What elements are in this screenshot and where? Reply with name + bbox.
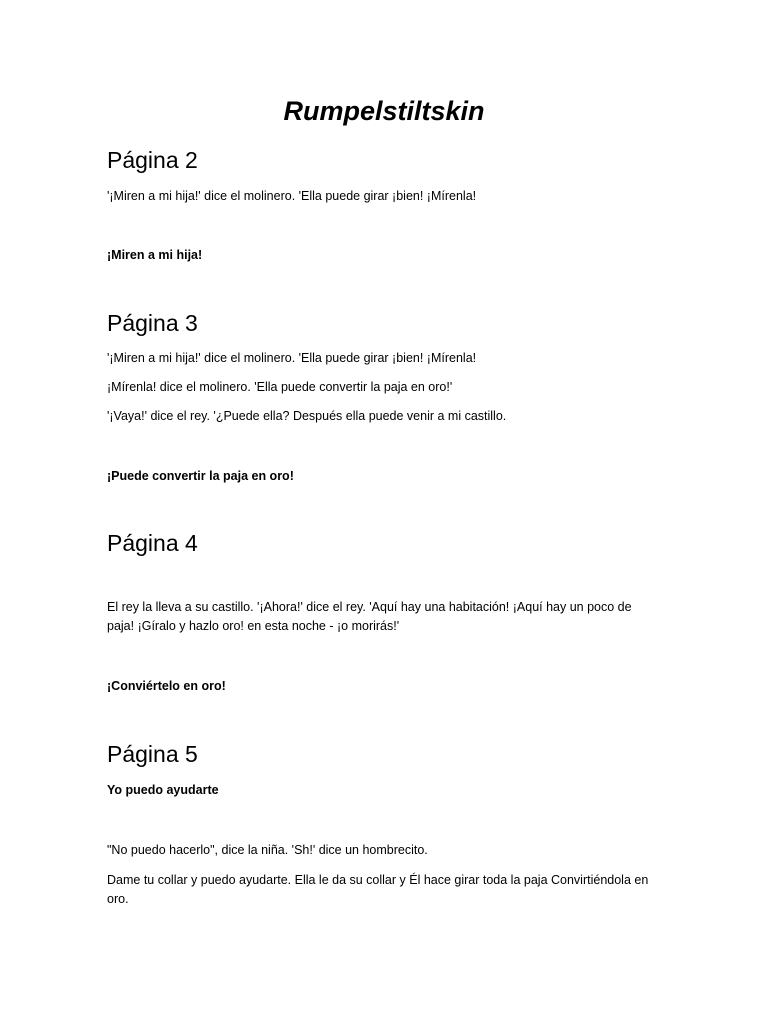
paragraph: Dame tu collar y puedo ayudarte. Ella le da su collar y Él hace girar toda la paja Convirtiéndola en oro. — [107, 873, 649, 906]
section-heading-pagina-2: Página 2 — [107, 147, 198, 173]
highlight-text: Yo puedo ayudarte — [107, 783, 219, 797]
document-title: Rumpelstiltskin — [283, 96, 485, 126]
paragraph: '¡Miren a mi hija!' dice el molinero. 'Ella puede girar ¡bien! ¡Mírenla! — [107, 189, 477, 203]
highlight-text: ¡Puede convertir la paja en oro! — [107, 469, 294, 483]
paragraph: "No puedo hacerlo", dice la niña. 'Sh!' dice un hombrecito. — [107, 843, 428, 857]
paragraph: '¡Miren a mi hija!' dice el molinero. 'Ella puede girar ¡bien! ¡Mírenla! — [107, 351, 477, 365]
section-heading-pagina-4: Página 4 — [107, 530, 198, 556]
paragraph: El rey la lleva a su castillo. '¡Ahora!' dice el rey. 'Aquí hay una habitación! ¡Aquí hay un poco de paja! ¡Gíralo y hazlo oro! en esta noche - ¡o morirás!' — [107, 600, 632, 633]
section-heading-pagina-5: Página 5 — [107, 741, 198, 767]
paragraph: '¡Vaya!' dice el rey. '¿Puede ella? Después ella puede venir a mi castillo. — [107, 409, 507, 423]
highlight-text: ¡Miren a mi hija! — [107, 248, 203, 262]
paragraph: ¡Mírenla! dice el molinero. 'Ella puede convertir la paja en oro!' — [107, 380, 453, 394]
section-heading-pagina-3: Página 3 — [107, 310, 198, 336]
highlight-text: ¡Conviértelo en oro! — [107, 679, 226, 693]
